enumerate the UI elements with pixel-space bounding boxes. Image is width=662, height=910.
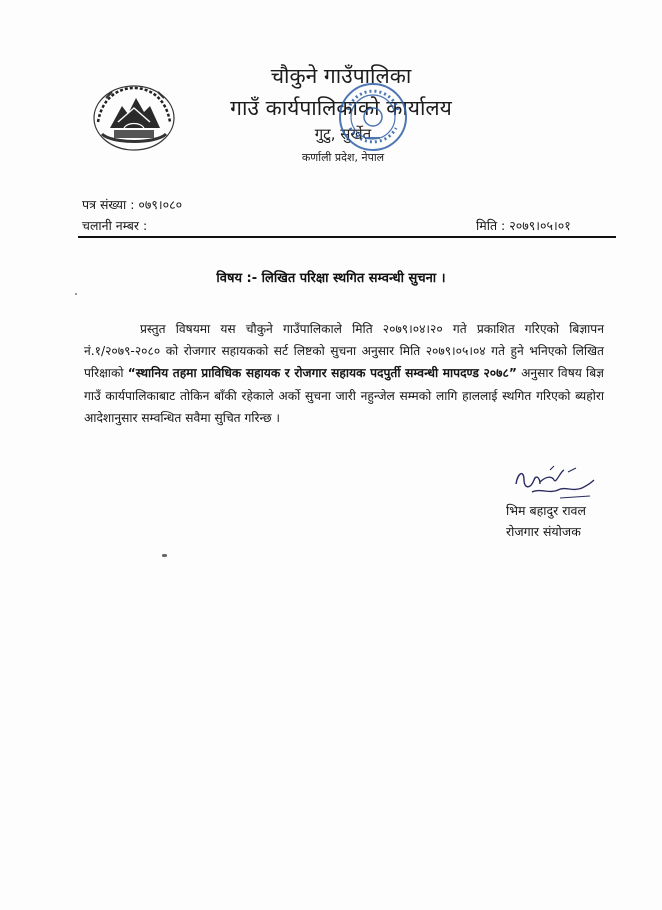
signatory-block [506, 500, 586, 542]
dispatch-number: चलानी नम्बर : [82, 218, 148, 233]
paper-mark [162, 554, 167, 557]
header-divider [78, 236, 616, 238]
reference-number: पत्र संख्या : ०७९।०८० [82, 197, 183, 212]
municipality-name: चौकुने गाउँपालिका [270, 64, 412, 88]
handwritten-signature [510, 462, 600, 502]
signatory-name: भिम बहादुर रावल [506, 503, 586, 518]
office-stamp [336, 80, 410, 154]
signatory-title: रोजगार संयोजक [506, 524, 581, 539]
paper-speck [75, 293, 77, 295]
body-text-part1: प्रस्तुत विषयमा यस चौकुने गाउँपालिकाले मिति २०७९।०४।२० गते प्रकाशित गरिएको बिज्ञापन नं.१/२०७९-२०८० को रोजगार सहायकको सर्ट लिष्टको सुचना अनुसार मिति २०७९।०५।०४ गते हुने भनिएको लिखित परिक्षाको [84, 322, 604, 381]
office-address: गुटु, सुर्खेत [314, 125, 372, 143]
letter-date: मिति : २०७९।०५।०१ [476, 218, 571, 233]
body-text-part2: अनुसार विषय बिज्ञ गाउँ कार्यपालिकाबाट तोकिन बाँकी रहेकाले अर्को सुचना जारी नहुन्जेल सम्मको लागि हाललाई स्थगित गरिएको ब्यहोरा आदेशानुसार सम्वन्धित सवैमा सुचित गरिन्छ । [84, 366, 604, 425]
province-country: कर्णाली प्रदेश, नेपाल [301, 151, 385, 164]
office-name: गाउँ कार्यपालिकाको कार्यालय [230, 96, 452, 120]
letter-body [84, 318, 604, 429]
body-text-bold: “स्थानिय तहमा प्राविधिक सहायक र रोजगार सहायक पदपुर्ती सम्वन्धी मापदण्ड २०७८” [127, 366, 517, 381]
letter-subject: विषय :- लिखित परिक्षा स्थगित सम्वन्धी सुचना । [216, 271, 446, 286]
